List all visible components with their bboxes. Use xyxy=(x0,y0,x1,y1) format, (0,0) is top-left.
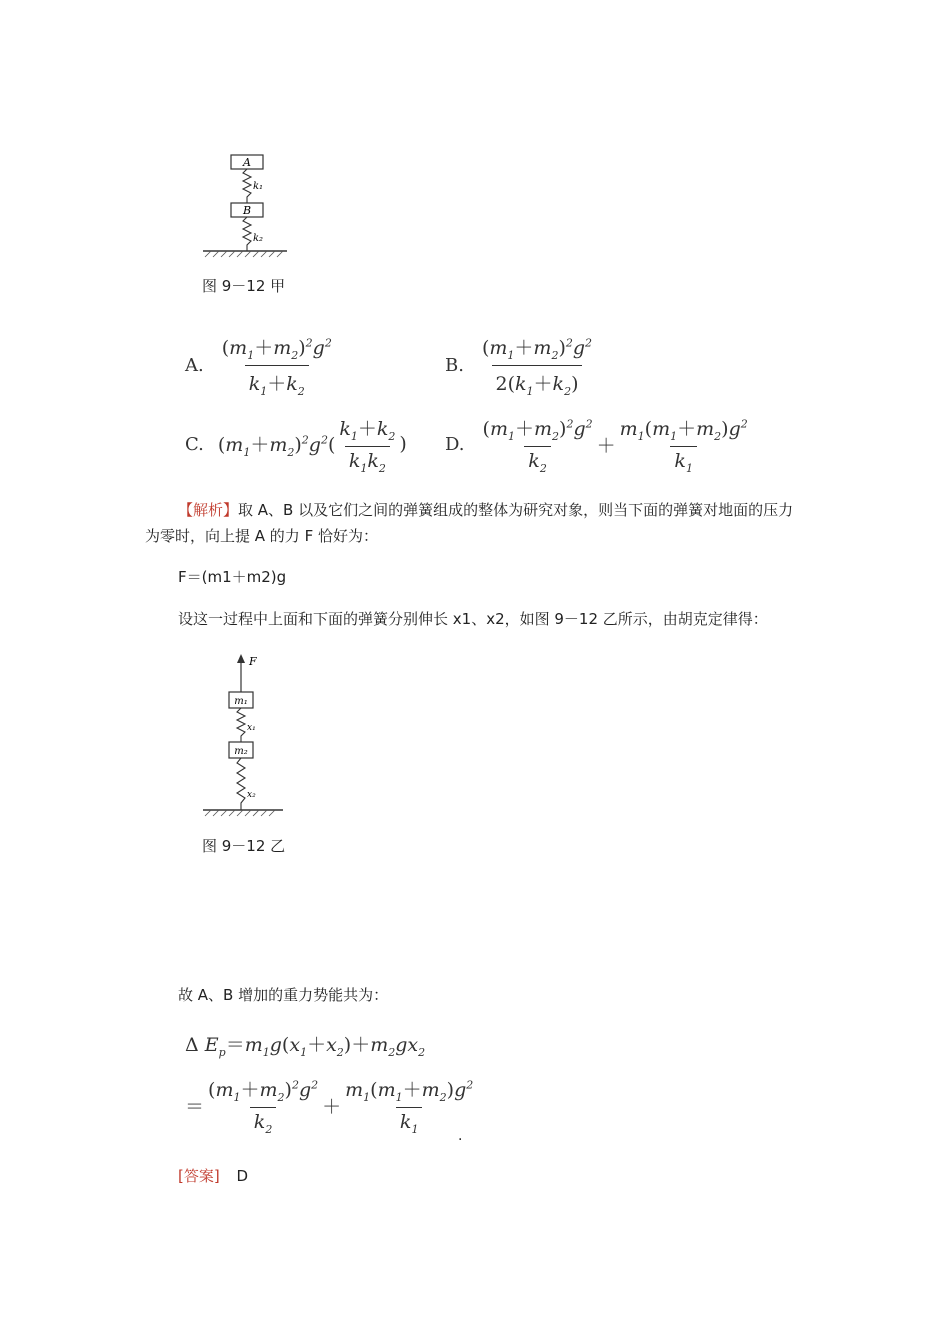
force-label: F xyxy=(249,655,257,668)
box-a-label: A xyxy=(243,156,251,169)
box-m2-label: m₂ xyxy=(234,746,248,757)
option-d: D. $\frac{(m_1+m_2)^2g^2}{k_2}$ ＋ $\frac{m_1(m_1+m_2)g^2}{k_1}$ xyxy=(445,417,748,475)
spring-k2-label: k₂ xyxy=(253,233,264,244)
analysis-line-2: 为零时，向上提 A 的力 F 恰好为： xyxy=(145,527,378,545)
figure-9-12-jia xyxy=(195,150,305,270)
ext-x1-label: x₁ xyxy=(247,723,256,733)
ext-x2-label: x₂ xyxy=(247,790,256,800)
analysis-tag: 【解析】 xyxy=(178,501,239,519)
option-b: B. $\frac{(m_1+m_2)^2g^2}{2(k_1+k_2)}$ xyxy=(445,336,593,398)
analysis-text-1: 取 A、B 以及它们之间的弹簧组成的整体为研究对象，则当下面的弹簧对地面的压力 xyxy=(238,501,794,519)
box-b-label: B xyxy=(242,204,252,217)
figure-9-12-yi xyxy=(195,650,305,830)
analysis-line-1 xyxy=(178,498,858,522)
option-d-label: D. xyxy=(445,433,465,455)
equation-end-dot: . xyxy=(458,1128,463,1144)
option-a-label: A. xyxy=(185,354,204,376)
analysis-step: 设这一过程中上面和下面的弹簧分别伸长 x1、x2，如图 9－12 乙所示，由胡克定律得： xyxy=(178,610,768,628)
figure-caption-yi: 图 9－12 乙 xyxy=(202,837,286,855)
option-c-label: C. xyxy=(185,433,204,455)
energy-equation-line-1: Δ $E_p=m_1g(x_1+x_2)+m_2gx_2$ xyxy=(185,1034,426,1059)
energy-equation-line-2: ＝ $\frac{(m_1+m_2)^2g^2}{k_2}$ ＋ $\frac{m_1(m_1+m_2)g^2}{k_1}$ xyxy=(185,1078,474,1136)
spring-k1-label: k₁ xyxy=(253,181,264,192)
answer-tag: [答案] xyxy=(178,1167,220,1185)
figure-caption-jia: 图 9－12 甲 xyxy=(202,277,286,295)
force-formula: F＝(m1＋m2)g xyxy=(178,568,287,586)
option-a: A. $\frac{(m_1+m_2)^2g^2}{k_1+k_2}$ xyxy=(185,336,332,398)
conclusion-text: 故 A、B 增加的重力势能共为： xyxy=(178,986,389,1004)
option-b-label: B. xyxy=(445,354,464,376)
box-m1-label: m₁ xyxy=(234,696,248,707)
option-c: C. $(m_1+m_2)^2g^2$( $\frac{k_1+k_2}{k_1k_2}$ ) xyxy=(185,418,407,475)
answer-line xyxy=(178,1164,248,1188)
answer-value: D xyxy=(236,1167,249,1185)
